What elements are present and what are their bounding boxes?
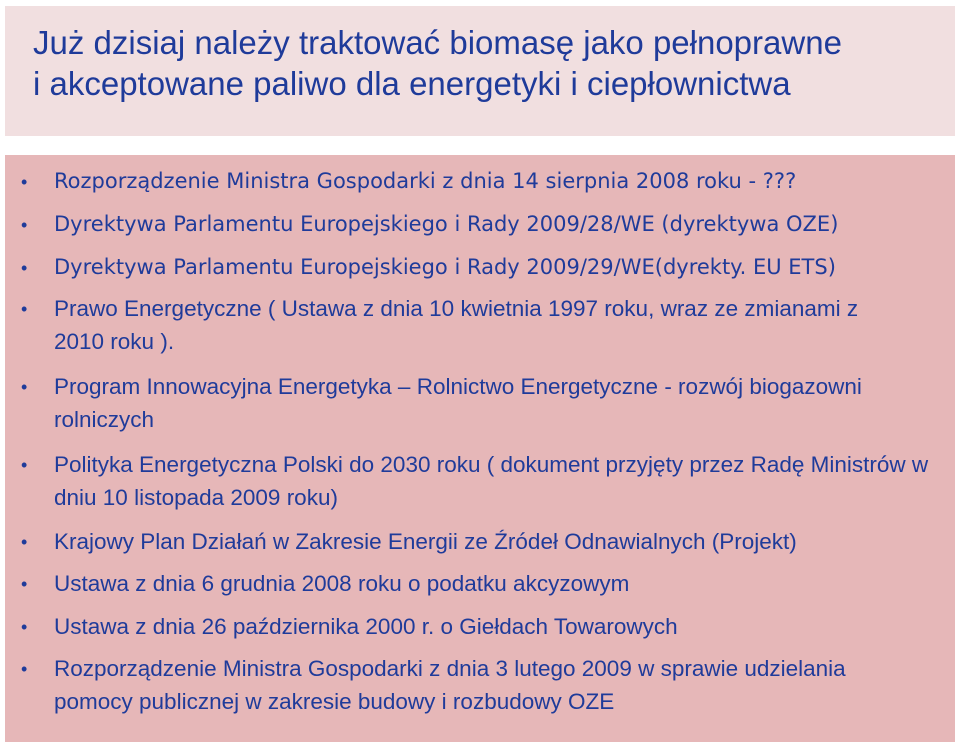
bullet-icon: •	[21, 299, 28, 319]
bullet-icon: •	[21, 455, 28, 475]
bullet-icon: •	[21, 532, 28, 552]
list-item-text: Program Innowacyjna Energetyka – Rolnictwo Energetyczne - rozwój biogazowni rolniczych	[54, 374, 862, 432]
list-item-text: Rozporządzenie Ministra Gospodarki z dnia 3 lutego 2009 w sprawie udzielania pomocy publicznej w zakresie budowy i rozbudowy OZE	[54, 656, 846, 714]
list-item-text: Rozporządzenie Ministra Gospodarki z dnia 14 sierpnia 2008 roku - ???	[54, 169, 797, 193]
list-item-text: Dyrektywa Parlamentu Europejskiego i Rady 2009/28/WE (dyrektywa OZE)	[54, 212, 839, 236]
slide-title-box	[5, 6, 955, 136]
list-item-text: Dyrektywa Parlamentu Europejskiego i Rady 2009/29/WE(dyrekty. EU ETS)	[54, 255, 836, 279]
list-item-text: Polityka Energetyczna Polski do 2030 roku ( dokument przyjęty przez Radę Ministrów w dniu 10 listopada 2009 roku)	[54, 452, 929, 510]
bullet-icon: •	[21, 215, 28, 235]
list-item-text: Ustawa z dnia 26 października 2000 r. o Giełdach Towarowych	[54, 614, 678, 639]
list-item-text: Ustawa z dnia 6 grudnia 2008 roku o podatku akcyzowym	[54, 571, 630, 596]
slide-title-line-2: i akceptowane paliwo dla energetyki i ciepłownictwa	[33, 65, 791, 102]
bullet-icon: •	[21, 172, 28, 192]
bullet-list-box	[5, 155, 955, 742]
slide-title-line-1: Już dzisiaj należy traktować biomasę jako pełnoprawne	[33, 24, 842, 61]
list-item-text: Krajowy Plan Działań w Zakresie Energii ze Źródeł Odnawialnych (Projekt)	[54, 529, 797, 554]
list-item-text: Prawo Energetyczne ( Ustawa z dnia 10 kwietnia 1997 roku, wraz ze zmianami z 2010 roku ).	[54, 296, 859, 354]
bullet-icon: •	[21, 659, 28, 679]
bullet-icon: •	[21, 377, 28, 397]
bullet-icon: •	[21, 617, 28, 637]
bullet-icon: •	[21, 258, 28, 278]
bullet-icon: •	[21, 574, 28, 594]
